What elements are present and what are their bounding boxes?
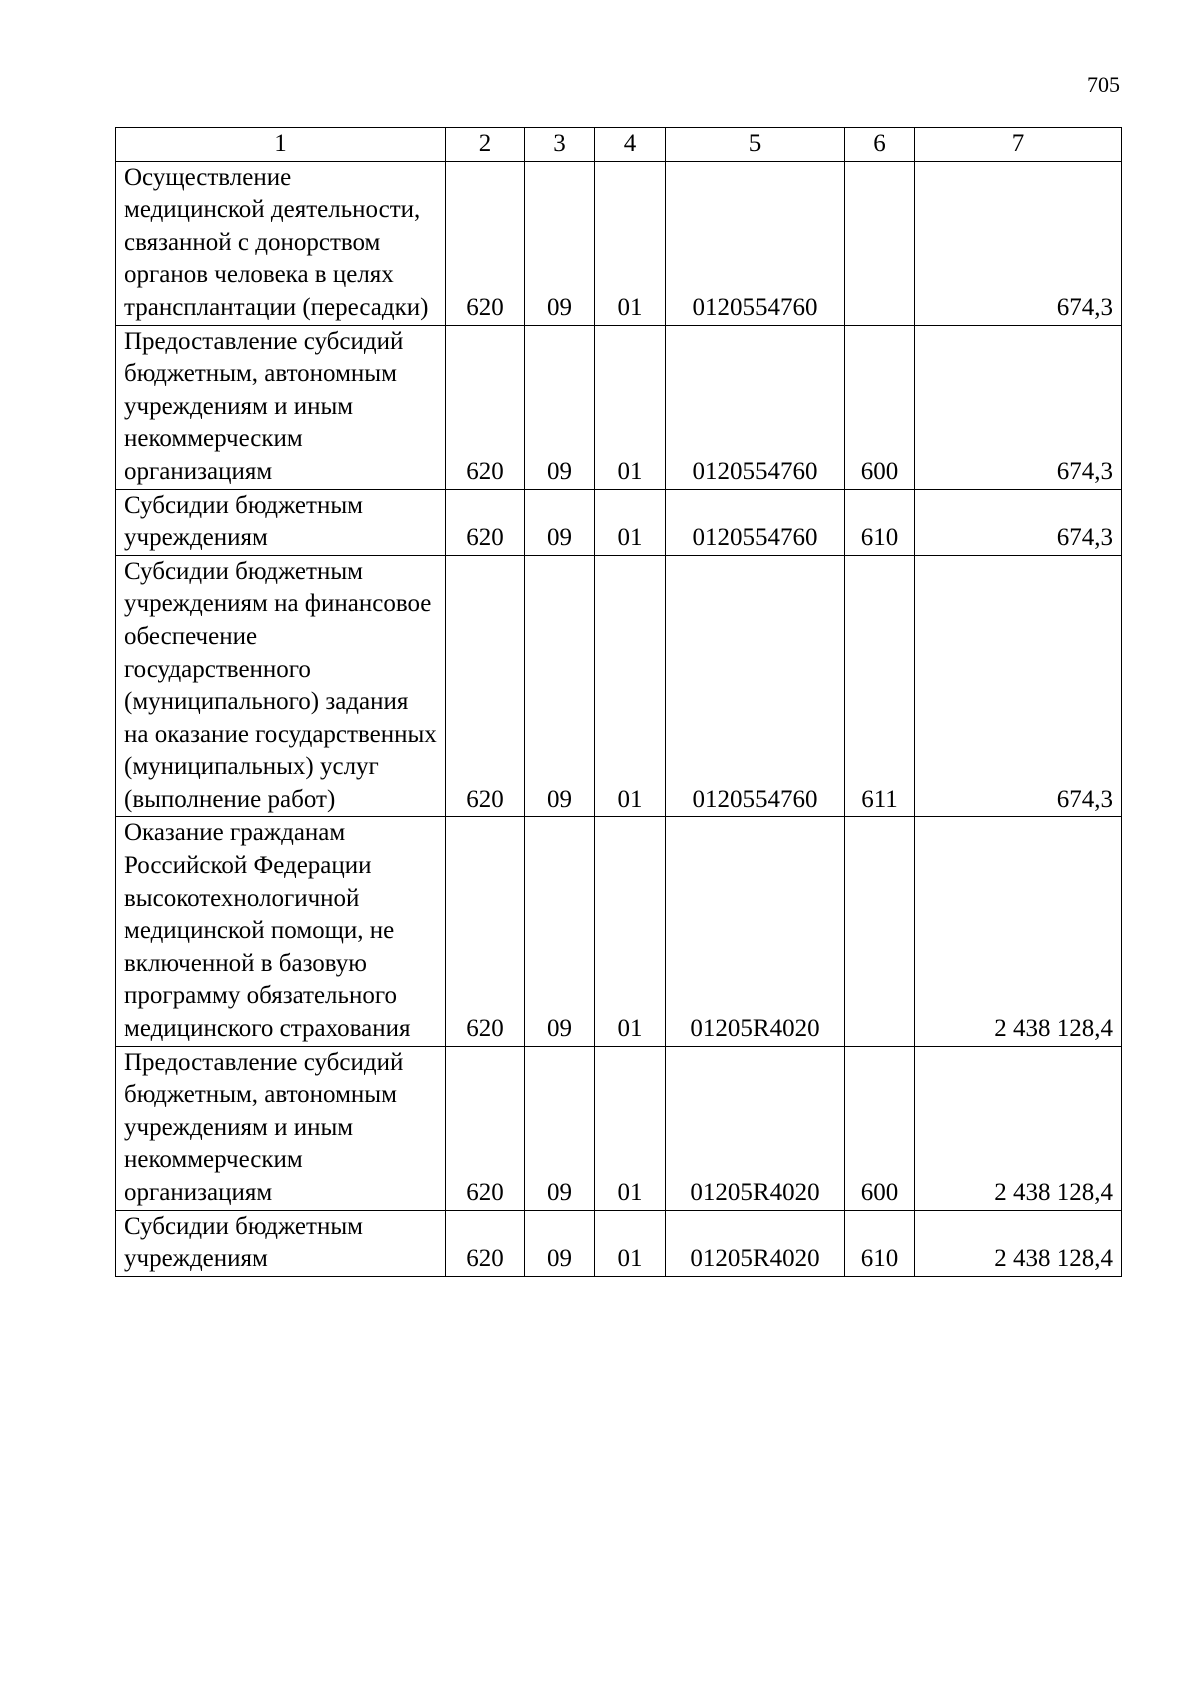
header-cell: 2 (446, 128, 525, 162)
row-col5: 0120554760 (666, 489, 845, 555)
row-amount: 2 438 128,4 (915, 1046, 1122, 1210)
row-col2: 620 (446, 817, 525, 1046)
row-col4: 01 (595, 817, 666, 1046)
row-description: Осуществление медицинской деятельности, связанной с донорством органов человека в целях трансплантации (пересадки) (116, 161, 446, 325)
table-row (116, 1046, 1122, 1210)
row-col4: 01 (595, 1046, 666, 1210)
row-col3: 09 (525, 555, 595, 817)
header-cell: 3 (525, 128, 595, 162)
table-row (116, 817, 1122, 1046)
row-col4: 01 (595, 1210, 666, 1276)
row-amount: 674,3 (915, 555, 1122, 817)
table-row (116, 555, 1122, 817)
row-description: Субсидии бюджетным учреждениям (116, 1210, 446, 1276)
table-row (116, 161, 1122, 325)
row-col6 (845, 817, 915, 1046)
row-amount: 2 438 128,4 (915, 1210, 1122, 1276)
row-col5: 01205R4020 (666, 817, 845, 1046)
header-cell: 7 (915, 128, 1122, 162)
row-col3: 09 (525, 1210, 595, 1276)
row-description: Предоставление субсидий бюджетным, автономным учреждениям и иным некоммерческим организациям (116, 325, 446, 489)
row-col6 (845, 161, 915, 325)
row-col6: 600 (845, 325, 915, 489)
row-col3: 09 (525, 161, 595, 325)
row-col5: 01205R4020 (666, 1046, 845, 1210)
row-col3: 09 (525, 325, 595, 489)
header-cell: 1 (116, 128, 446, 162)
row-col4: 01 (595, 489, 666, 555)
row-col2: 620 (446, 1210, 525, 1276)
row-col3: 09 (525, 489, 595, 555)
row-description: Предоставление субсидий бюджетным, автономным учреждениям и иным некоммерческим организациям (116, 1046, 446, 1210)
row-amount: 2 438 128,4 (915, 817, 1122, 1046)
row-amount: 674,3 (915, 161, 1122, 325)
row-col4: 01 (595, 161, 666, 325)
row-col5: 01205R4020 (666, 1210, 845, 1276)
page-number: 705 (1087, 72, 1120, 97)
row-col2: 620 (446, 161, 525, 325)
row-col4: 01 (595, 325, 666, 489)
header-cell: 4 (595, 128, 666, 162)
row-col6: 610 (845, 489, 915, 555)
row-description: Субсидии бюджетным учреждениям на финансовое обеспечение государственного (муниципального) задания на оказание государственных (муниципальных) услуг (выполнение работ) (116, 555, 446, 817)
row-col6: 610 (845, 1210, 915, 1276)
row-col2: 620 (446, 555, 525, 817)
row-amount: 674,3 (915, 489, 1122, 555)
row-col5: 0120554760 (666, 161, 845, 325)
header-cell: 6 (845, 128, 915, 162)
table-row (116, 1210, 1122, 1276)
table-row (116, 325, 1122, 489)
row-col5: 0120554760 (666, 555, 845, 817)
row-col3: 09 (525, 1046, 595, 1210)
row-col2: 620 (446, 489, 525, 555)
row-col6: 600 (845, 1046, 915, 1210)
row-col2: 620 (446, 1046, 525, 1210)
header-row (116, 128, 1122, 162)
row-description: Субсидии бюджетным учреждениям (116, 489, 446, 555)
row-col2: 620 (446, 325, 525, 489)
row-description: Оказание гражданам Российской Федерации высокотехнологичной медицинской помощи, не включенной в базовую программу обязательного медицинского страхования (116, 817, 446, 1046)
row-col5: 0120554760 (666, 325, 845, 489)
row-amount: 674,3 (915, 325, 1122, 489)
row-col4: 01 (595, 555, 666, 817)
header-cell: 5 (666, 128, 845, 162)
budget-table (115, 127, 1122, 1277)
table-row (116, 489, 1122, 555)
row-col6: 611 (845, 555, 915, 817)
row-col3: 09 (525, 817, 595, 1046)
